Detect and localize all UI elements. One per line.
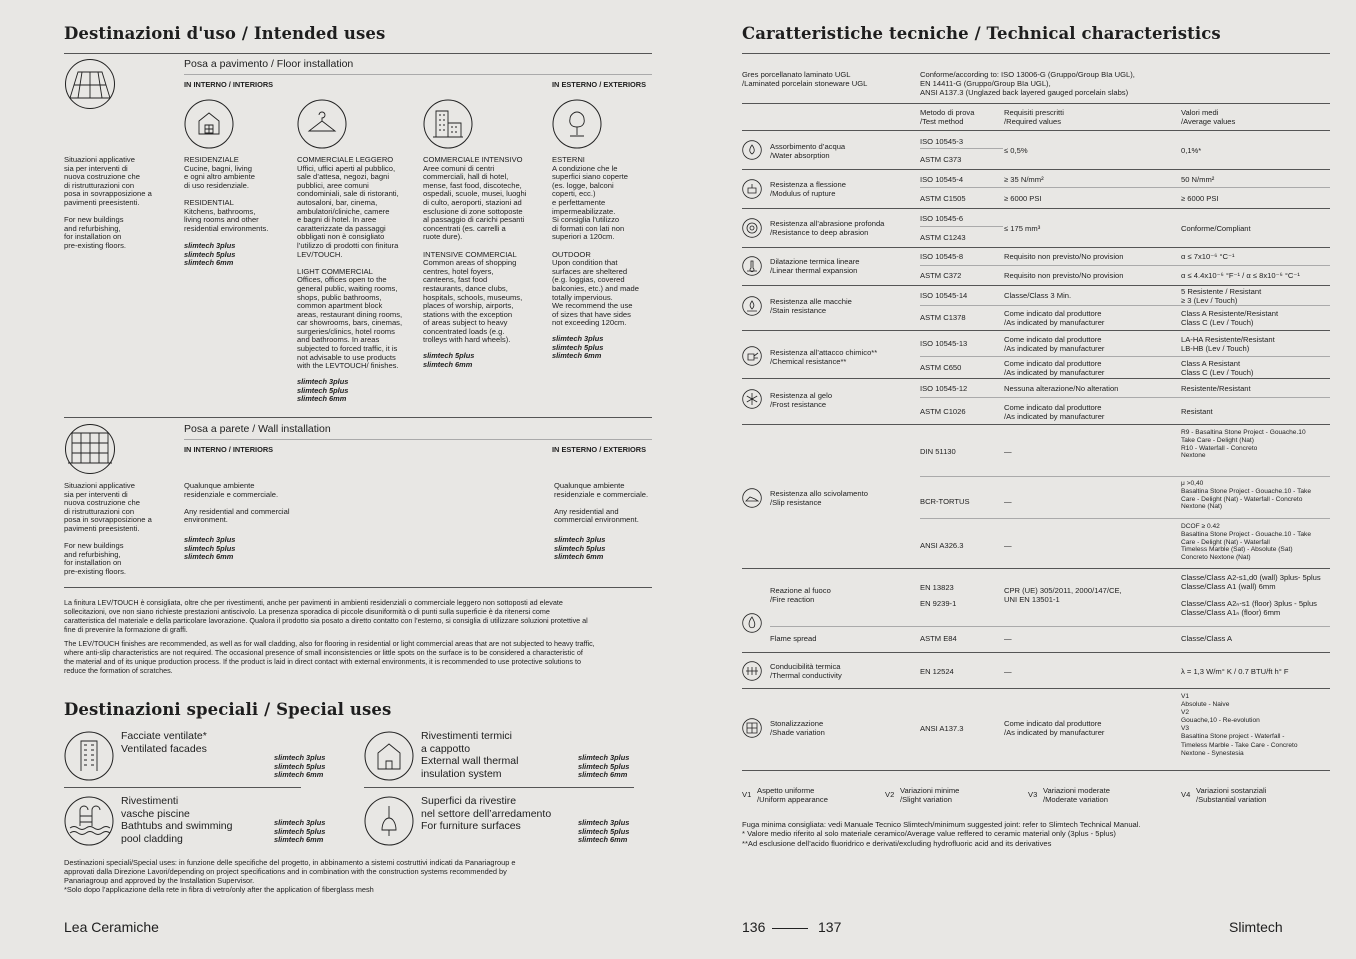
divider <box>742 247 1330 248</box>
lev-touch-note-it: La finitura LEV/TOUCH è consigliata, oltre che per rivestimenti, anche per pavimenti in ambienti residenziali o commerciale leggero non sottoposti ad elevate sollecitazioni, ove non siano richieste prestazioni antiscivolo. La presenza sporadica di piccole disuniformità o di punti sulla superficie è da ritenersi come caratteristica del materiale e della particolare lavorazione. Qualora il prodotto sia posato a diretto contatto con l’esterno, si consiglia di utilizzare soluzioni protettive al fine di prevenire la formazione di graffi. <box>64 598 588 634</box>
water-drop-icon <box>742 140 762 160</box>
divider <box>920 226 1003 227</box>
wall-intro-text: Situazioni applicative sia per interventi di nuova costruzione che di ristrutturazioni con posa in sovrapposizione a pavimenti preesistenti. For new buildings and refurbishing, for installation on pre-existing floors. <box>64 481 152 576</box>
required-value: Nessuna alterazione/No alteration <box>1004 384 1119 393</box>
test-method: ISO 10545-4 <box>920 175 964 184</box>
wall-exteriors-label: IN ESTERNO / EXTERIORS <box>552 445 647 454</box>
conformity-text: Conforme/according to: ISO 13006-G (Gruppo/Group BIa UGL), EN 14411-G (Gruppo/Group BIa UGL), ANSI A137.3 (Unglazed back layered gauged porcelain slabs) <box>920 70 1135 98</box>
average-value: 50 N/mm² <box>1181 175 1215 184</box>
intensive-commercial-products: slimtech 5plus slimtech 6mm <box>423 351 475 369</box>
test-method: ASTM E84 <box>920 634 957 643</box>
required-value: Come indicato dal produttore /As indicated by manufacturer <box>1004 359 1105 378</box>
average-value: α ≤ 4.4x10⁻⁶ °F⁻¹ / α ≤ 8x10⁻⁶ °C⁻¹ <box>1181 271 1300 280</box>
average-value: Class A Resistant Class C (Lev / Touch) <box>1181 359 1254 378</box>
floor-exteriors-label: IN ESTERNO / EXTERIORS <box>552 80 647 89</box>
divider <box>742 169 1330 170</box>
test-method: ASTM C1505 <box>920 194 966 203</box>
test-method: ANSI A137.3 <box>920 724 964 733</box>
required-value: Come indicato dal produttore /As indicated by manufacturer <box>1004 309 1105 328</box>
wall-interiors-label: IN INTERNO / INTERIORS <box>184 445 274 454</box>
special-item-title: Rivestimenti vasche piscine Bathtubs and swimming pool cladding <box>121 795 233 845</box>
special-item-products: slimtech 3plus slimtech 5plus slimtech 6mm <box>578 818 630 845</box>
legend-text: Aspetto uniforme /Uniform appearance <box>757 786 828 805</box>
required-value: ≥ 6000 PSI <box>1004 194 1042 203</box>
test-method: ASTM C650 <box>920 363 962 372</box>
average-value: Resistente/Resistant <box>1181 384 1251 393</box>
required-value: ≤ 175 mm³ <box>1004 224 1041 233</box>
average-value: 0,1%* <box>1181 146 1202 155</box>
property-name: Resistenza alle macchie /Stain resistance <box>770 297 852 316</box>
divider <box>742 103 1330 104</box>
legend-code: V2 <box>885 790 895 799</box>
required-value: — <box>1004 634 1012 643</box>
lev-touch-note-en: The LEV/TOUCH finishes are recommended, as well as for wall cladding, also for flooring in residential or light commercial areas that are not subjected to heavy traffic, where anti-slip characteristics are not required. The occasional presence of small inconsistencies or little spots on the surface is to be considered a characteristic of the material and of its unique production process. If the product is laid in direct contact with external environments, it is recommended to use protective solutions to reduce the formation of scratches. <box>64 639 595 675</box>
property-name: Conducibilità termica /Thermal conductivity <box>770 662 842 681</box>
divider <box>920 397 1330 398</box>
property-name: Dilatazione termica lineare /Linear thermal expansion <box>770 257 860 276</box>
required-value: — <box>1004 497 1012 506</box>
flexion-icon <box>742 179 762 199</box>
special-item-products: slimtech 3plus slimtech 5plus slimtech 6mm <box>274 753 326 780</box>
required-value: CPR (UE) 305/2011, 2000/147/CE, UNI EN 13501-1 <box>1004 586 1122 605</box>
floor-tiles-icon <box>64 58 116 110</box>
lamp-icon <box>364 796 414 846</box>
required-value: Come indicato dal produttore /As indicated by manufacturer <box>1004 403 1105 422</box>
wall-installation-subtitle: Posa a parete / Wall installation <box>184 423 331 435</box>
average-value: α ≤ 7x10⁻⁶ °C⁻¹ <box>1181 252 1235 261</box>
legend-text: Variazioni minime /Slight variation <box>900 786 960 805</box>
ventilated-facade-icon <box>64 731 114 781</box>
snowflake-icon <box>742 389 762 409</box>
property-name: Resistenza all’abrasione profonda /Resistance to deep abrasion <box>770 219 885 238</box>
divider <box>920 305 1330 306</box>
average-value: Class A Resistente/Resistant Class C (Lev / Touch) <box>1181 309 1279 328</box>
wall-tiles-icon <box>64 423 116 475</box>
average-value: LA-HA Resistente/Resistant LB-HB (Lev / Touch) <box>1181 335 1275 354</box>
conductivity-icon <box>742 661 762 681</box>
legend-code: V4 <box>1181 790 1191 799</box>
test-method: ASTM C372 <box>920 271 962 280</box>
test-method: EN 9239-1 <box>920 599 957 608</box>
tree-icon <box>552 99 602 149</box>
divider <box>920 356 1330 357</box>
property-name: Resistenza allo scivolamento /Slip resistance <box>770 489 868 508</box>
column-average-values: Valori medi /Average values <box>1181 108 1236 127</box>
required-value: Requisito non previsto/No provision <box>1004 271 1124 280</box>
divider <box>742 652 1330 653</box>
divider <box>742 378 1330 379</box>
average-value: λ = 1,3 W/m° K / 0.7 BTU/ft h° F <box>1181 667 1289 676</box>
residential-products: slimtech 3plus slimtech 5plus slimtech 6mm <box>184 241 236 268</box>
outdoor-text: ESTERNI A condizione che le superfici siano coperte (es. logge, balconi coperti, ecc.) e perfettamente impermeabilizzate. Si consiglia l’utilizzo di formati con lati non superiori a 120cm. OUTDOOR Upon condition that surfaces are sheltered (e.g. loggias, covered balconies, etc.) and made totally impervious. We recommend the use of sizes that have sides not exceeding 120cm. <box>552 155 639 328</box>
buildings-icon <box>423 99 473 149</box>
special-uses-note: Destinazioni speciali/Special uses: in funzione delle specifiche del progetto, in abbinamento a sistemi costruttivi indicati da Panariagroup e approvati dalla Direzione Lavori/depending on project specifications and in combination with the construction systems recommended by Panariagroup and approved by the Installation Supervisor. *Solo dopo l’applicazione della rete in fibra di vetro/only after the application of fiberglass mesh <box>64 858 516 894</box>
house-icon <box>184 99 234 149</box>
special-item-title: Superfici da rivestire nel settore dell’arredamento For furniture surfaces <box>421 795 552 832</box>
required-value: — <box>1004 541 1012 550</box>
divider <box>64 53 652 54</box>
divider <box>920 148 1003 149</box>
special-item-title: Facciate ventilate* Ventilated facades <box>121 730 207 755</box>
divider <box>364 787 634 788</box>
average-value: DCOF ≥ 0.42 Basaltina Stone Project - Gouache.10 - Take Care - Delight (Nat) - Waterfall Timeless Marble (Sat) - Absolute (Sat) Concreto Nextone (Nat) <box>1181 523 1311 562</box>
shade-variation-icon <box>742 718 762 738</box>
intensive-commercial-text: COMMERCIALE INTENSIVO Aree comuni di centri commerciali, hall di hotel, mense, fast food, discoteche, ospedali, scuole, musei, luoghi di culto, aeroporti, stazioni ad esclusione di zone sottoposte al passaggio di carichi pesanti concentrati (es. carrelli a ruote dure). INTENSIVE COMMERCIAL Common areas of shopping centres, hotel foyers, canteens, fast food restaurants, dance clubs, hospitals, schools, museums, places of worship, airports, stations with the exception of areas subject to heavy concentrated loads (e.g. trolleys with hard wheels). <box>423 155 527 345</box>
divider <box>742 208 1330 209</box>
abrasion-icon <box>742 218 762 238</box>
wall-interior-text: Qualunque ambiente residenziale e commerciale. Any residential and commercial environment. <box>184 481 290 525</box>
column-test-method: Metodo di prova /Test method <box>920 108 975 127</box>
light-commercial-products: slimtech 3plus slimtech 5plus slimtech 6mm <box>297 377 349 404</box>
divider <box>742 688 1330 689</box>
property-name: Resistenza al gelo /Frost resistance <box>770 391 833 410</box>
average-value: R9 - Basaltina Stone Project - Gouache.10 Take Care - Delight (Nat) R10 - Waterfall - Concreto Nextone <box>1181 429 1306 460</box>
wall-exterior-text: Qualunque ambiente residenziale e commerciale. Any residential and commercial environment. <box>554 481 649 525</box>
required-value: Classe/Class 3 Min. <box>1004 291 1072 300</box>
insulated-house-icon <box>364 731 414 781</box>
slip-shoe-icon <box>742 488 762 508</box>
wall-interior-products: slimtech 3plus slimtech 5plus slimtech 6mm <box>184 535 236 562</box>
legend-text: Variazioni sostanziali /Substantial variation <box>1196 786 1267 805</box>
test-method: EN 13823 <box>920 583 954 592</box>
average-value: Classe/Class A2-s1,d0 (wall) 3plus- 5plus Classe/Class A1 (wall) 6mm <box>1181 573 1321 592</box>
legend-code: V1 <box>742 790 752 799</box>
average-value: 5 Resistente / Resistant ≥ 3 (Lev / Touch) <box>1181 287 1262 306</box>
test-method: ISO 10545-12 <box>920 384 968 393</box>
test-method: ISO 10545-14 <box>920 291 968 300</box>
footer-brand-slimtech: Slimtech <box>1229 919 1283 935</box>
property-name: Stonalizzazione /Shade variation <box>770 719 825 738</box>
test-method: ANSI A326.3 <box>920 541 964 550</box>
test-method: ASTM C1026 <box>920 407 966 416</box>
required-value: Come indicato dal produttore /As indicated by manufacturer <box>1004 335 1105 354</box>
floor-installation-subtitle: Posa a pavimento / Floor installation <box>184 58 354 70</box>
required-value: Come indicato dal produttore /As indicated by manufacturer <box>1004 719 1105 738</box>
chemical-icon <box>742 346 762 366</box>
divider <box>742 53 1330 54</box>
floor-intro-text: Situazioni applicative sia per interventi di nuova costruzione che di ristrutturazioni con posa in sovrapposizione a pavimenti preesistenti. For new buildings and refurbishing, for installation on pre-existing floors. <box>64 155 152 250</box>
special-item-title: Rivestimenti termici a cappotto External wall thermal insulation system <box>421 730 519 780</box>
test-method: EN 12524 <box>920 667 954 676</box>
divider <box>920 518 1330 519</box>
special-item-products: slimtech 3plus slimtech 5plus slimtech 6mm <box>274 818 326 845</box>
wall-exterior-products: slimtech 3plus slimtech 5plus slimtech 6mm <box>554 535 606 562</box>
hanger-icon <box>297 99 347 149</box>
required-value: — <box>1004 667 1012 676</box>
divider <box>184 439 652 440</box>
column-required-values: Requisiti prescritti /Required values <box>1004 108 1064 127</box>
average-value: Classe/Class A2ₙ-s1 (floor) 3plus - 5plus Classe/Class A1ₙ (floor) 6mm <box>1181 599 1317 618</box>
light-commercial-text: COMMERCIALE LEGGERO Uffici, uffici aperti al pubblico, sale d’attesa, negozi, bagni pubblici, aree comuni condominiali, sale di ristoranti, autosaloni, bar, cinema, ambulatori/cliniche, camere e bagni di hotel. In aree caratterizzate da passaggi obbligati non è consigliato l’utilizzo di prodotti con finitura LEV/TOUCH. LIGHT COMMERCIAL Offices, offices open to the general public, waiting rooms, shops, public bathrooms, common apartment block areas, restaurant dining rooms, car showrooms, bars, cinemas, surgeries/clinics, hotel rooms and bathrooms. In areas subjected to forced traffic, it is not advisable to use products with the LEVTOUCH/ finishes. <box>297 155 403 371</box>
property-name: Reazione al fuoco /Fire reaction <box>770 586 831 605</box>
residential-text: RESIDENZIALE Cucine, bagni, living e ogni altro ambiente di uso residenziale. RESIDENTIAL Kitchens, bathrooms, living rooms and other residential environments. <box>184 155 269 233</box>
test-method: ASTM C1243 <box>920 233 966 242</box>
required-value: Requisito non previsto/No provision <box>1004 252 1124 261</box>
divider <box>742 424 1330 425</box>
outdoor-products: slimtech 3plus slimtech 5plus slimtech 6mm <box>552 334 604 361</box>
average-value: Conforme/Compliant <box>1181 224 1251 233</box>
required-value: ≥ 35 N/mm² <box>1004 175 1044 184</box>
page-number-left: 136 <box>742 919 766 935</box>
divider <box>742 568 1330 569</box>
test-method: ISO 10545-13 <box>920 339 968 348</box>
test-method: DIN 51130 <box>920 447 956 456</box>
special-uses-title: Destinazioni speciali / Special uses <box>64 700 392 719</box>
divider <box>64 587 652 588</box>
average-value: Resistant <box>1181 407 1213 416</box>
page-number-divider <box>772 928 808 929</box>
legend-text: Variazioni moderate /Moderate variation <box>1043 786 1110 805</box>
divider <box>770 626 1330 627</box>
special-item-products: slimtech 3plus slimtech 5plus slimtech 6mm <box>578 753 630 780</box>
average-value: Classe/Class A <box>1181 634 1233 643</box>
test-method: ISO 10545-3 <box>920 137 964 146</box>
property-name: Resistenza all’attacco chimico** /Chemical resistance** <box>770 348 878 367</box>
divider <box>920 265 1330 266</box>
test-method: ISO 10545-8 <box>920 252 964 261</box>
flame-icon <box>742 613 762 633</box>
pool-ladder-icon <box>64 796 114 846</box>
page-number-right: 137 <box>818 919 842 935</box>
test-method: ISO 10545-6 <box>920 214 964 223</box>
required-value: ≤ 0,5% <box>1004 146 1028 155</box>
required-value: — <box>1004 447 1012 456</box>
divider <box>920 187 1330 188</box>
property-name: Flame spread <box>770 634 817 643</box>
floor-interiors-label: IN INTERNO / INTERIORS <box>184 80 274 89</box>
divider <box>742 330 1330 331</box>
property-name: Resistenza a flessione /Modulus of rupture <box>770 180 846 199</box>
divider <box>184 74 652 75</box>
footnotes: Fuga minima consigliata: vedi Manuale Tecnico Slimtech/minimum suggested joint: refer to Slimtech Technical Manual. * Valore medio riferito al solo materiale ceramico/Average value reffered to ceramic material only (3plus - 5plus) **Ad esclusione dell’acido fluoridrico e derivati/excluding hydrofluoric acid and its derivatives <box>742 820 1141 848</box>
divider <box>64 417 652 418</box>
test-method: ASTM C1378 <box>920 313 966 322</box>
property-name: Assorbimento d’acqua /Water absorption <box>770 142 846 161</box>
material-label: Gres porcellanato laminato UGL /Laminated porcelain stoneware UGL <box>742 70 868 89</box>
average-value: V1 Absolute - Naive V2 Gouache,10 - Re-evolution V3 Basaltina Stone project - Waterfall - Timeless Marble - Take Care - Concreto Nextone - Synestesia <box>1181 693 1298 757</box>
stain-icon <box>742 296 762 316</box>
footer-brand-lea: Lea Ceramiche <box>64 919 159 935</box>
page-title-technical: Caratteristiche tecniche / Technical characteristics <box>742 24 1221 43</box>
divider <box>742 130 1330 131</box>
divider <box>920 476 1330 477</box>
divider <box>742 285 1330 286</box>
average-value: μ >0,40 Basaltina Stone Project - Gouache.10 - Take Care - Delight (Nat) - Waterfall - Concreto Nextone (Nat) <box>1181 480 1311 511</box>
page-title-intended-uses: Destinazioni d'uso / Intended uses <box>64 24 386 43</box>
test-method: ASTM C373 <box>920 155 962 164</box>
average-value: ≥ 6000 PSI <box>1181 194 1219 203</box>
test-method: BCR-TORTUS <box>920 497 970 506</box>
thermometer-icon <box>742 256 762 276</box>
legend-code: V3 <box>1028 790 1038 799</box>
divider <box>64 787 301 788</box>
divider <box>742 770 1330 771</box>
